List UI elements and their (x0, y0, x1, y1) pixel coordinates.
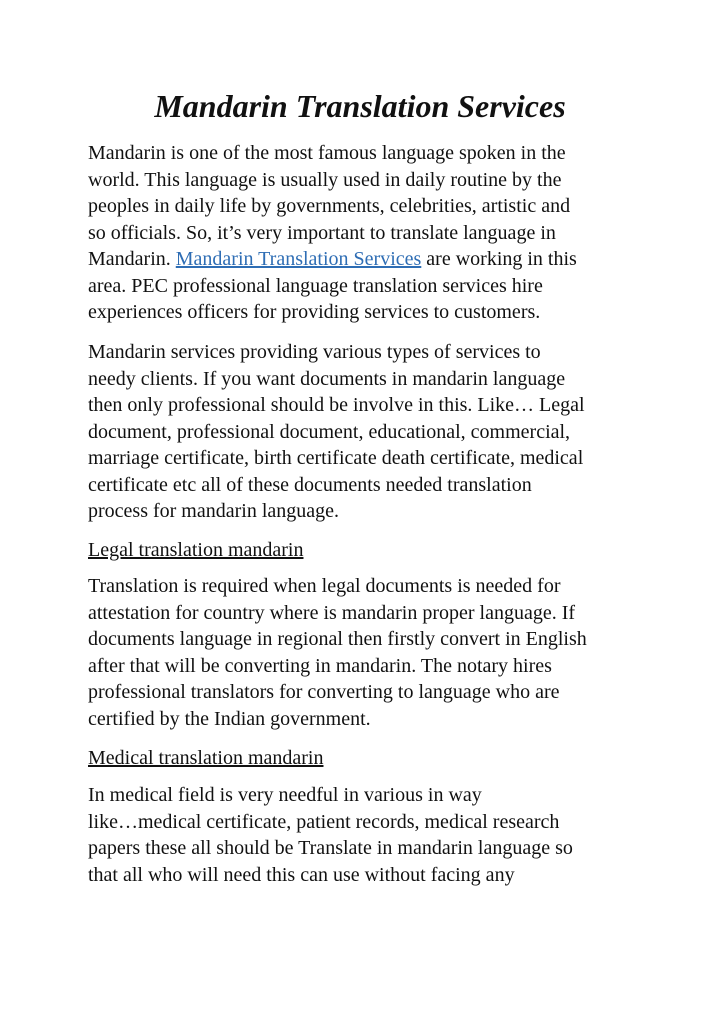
text-line: Mandarin services providing various types of services to (88, 341, 541, 363)
text-line: peoples in daily life by governments, celebrities, artistic and (88, 195, 571, 217)
text-line: marriage certificate, birth certificate death certificate, medical (88, 447, 584, 469)
mandarin-translation-services-link[interactable]: Mandarin Translation Services (175, 248, 422, 270)
paragraph-medical (88, 782, 648, 888)
text-segment: are working in this (421, 248, 577, 270)
text-line: attestation for country where is mandarin proper language. If (88, 601, 576, 624)
page-title: Mandarin Translation Services (154, 88, 566, 124)
text-line: then only professional should be involve in this. Like… Legal (88, 394, 585, 416)
text-line: certificate etc all of these documents needed translation (88, 473, 532, 496)
text-line: experiences officers for providing services to customers. (88, 301, 541, 323)
text-line: area. PEC professional language translation services hire (88, 274, 543, 297)
text-line: after that will be converting in mandarin. The notary hires (88, 654, 552, 677)
text-line: documents language in regional then firstly convert in English (88, 628, 587, 650)
text-line: like…medical certificate, patient records, medical research (88, 810, 560, 833)
text-line-with-link (88, 246, 648, 273)
heading-medical-translation: Medical translation mandarin (88, 747, 324, 769)
text-line: so officials. So, it’s very important to translate language in (88, 221, 556, 244)
text-line: process for mandarin language. (88, 500, 340, 522)
text-line: professional translators for converting to language who are (88, 681, 560, 703)
paragraph-services (88, 339, 648, 525)
paragraph-legal (88, 573, 648, 732)
heading-legal-translation: Legal translation mandarin (88, 539, 304, 561)
paragraph-intro (88, 140, 648, 326)
text-line: document, professional document, educational, commercial, (88, 420, 571, 443)
text-line: Translation is required when legal documents is needed for (88, 575, 561, 597)
text-line: that all who will need this can use without facing any (88, 863, 515, 886)
text-line: certified by the Indian government. (88, 707, 371, 730)
text-line: papers these all should be Translate in mandarin language so (88, 837, 573, 859)
text-line: Mandarin is one of the most famous language spoken in the (88, 142, 566, 164)
text-line: needy clients. If you want documents in mandarin language (88, 367, 566, 390)
text-line: In medical field is very needful in various in way (88, 784, 482, 806)
text-segment: Mandarin. (88, 248, 176, 270)
text-line: world. This language is usually used in daily routine by the (88, 168, 562, 191)
